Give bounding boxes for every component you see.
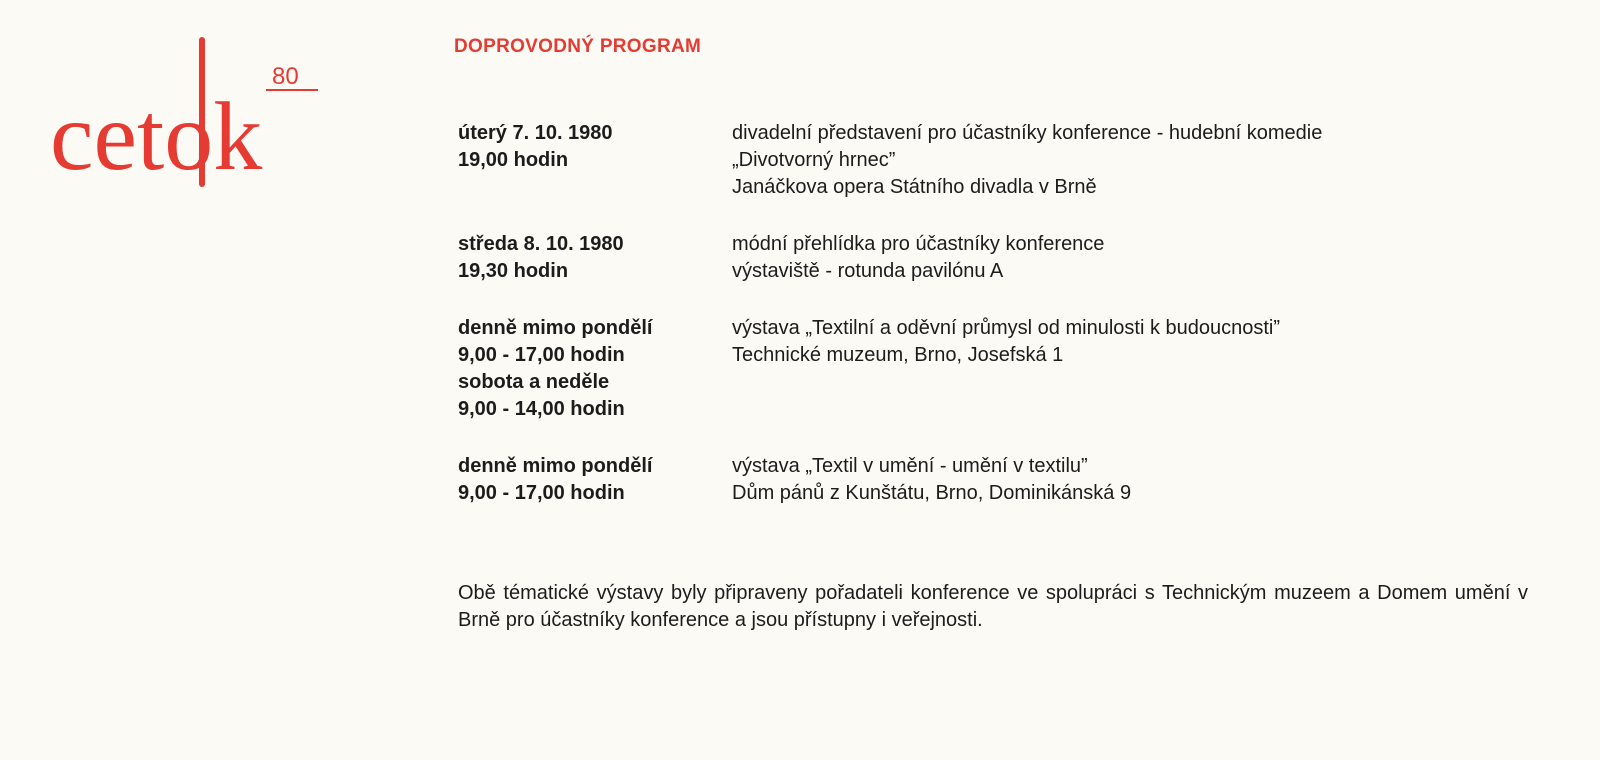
page-heading: DOPROVODNÝ PROGRAM	[454, 36, 702, 57]
event-hours: 9,00 - 17,00 hodin	[458, 344, 625, 366]
event-details	[732, 120, 1538, 201]
program-schedule	[458, 120, 1538, 537]
event-title: „Divotvorný hrnec”	[732, 149, 896, 171]
event-venue: výstaviště - rotunda pavilónu A	[732, 260, 1004, 282]
event-theatre	[458, 120, 1538, 201]
event-description: divadelní představení pro účastníky konference - hudební komedie	[732, 122, 1323, 144]
event-textile-art-exhibition	[458, 453, 1538, 507]
event-when	[458, 120, 732, 201]
event-days: denně mimo pondělí	[458, 455, 653, 477]
event-description: výstava „Textilní a oděvní průmysl od minulosti k budoucnosti”	[732, 317, 1281, 339]
event-textile-industry-exhibition	[458, 315, 1538, 423]
event-description: výstava „Textil v umění - umění v textilu”	[732, 455, 1088, 477]
event-weekend-hours: 9,00 - 14,00 hodin	[458, 398, 625, 420]
event-date: středa 8. 10. 1980	[458, 233, 624, 255]
closing-note: Obě tématické výstavy byly připraveny pořadateli konference ve spolupráci s Technickým muzeem a Domem umění v Brně pro účastníky konference a jsou přístupny i veřejnosti.	[458, 582, 1528, 631]
event-days: denně mimo pondělí	[458, 317, 653, 339]
event-venue: Technické muzeum, Brno, Josefská 1	[732, 344, 1064, 366]
event-date: úterý 7. 10. 1980	[458, 122, 613, 144]
event-details	[732, 453, 1538, 507]
event-when	[458, 453, 732, 507]
event-fashion-show	[458, 231, 1538, 285]
event-time: 19,00 hodin	[458, 149, 569, 171]
event-time: 19,30 hodin	[458, 260, 569, 282]
logo-wordmark: cetok	[50, 83, 263, 191]
event-weekend-days: sobota a neděle	[458, 371, 610, 393]
event-when	[458, 231, 732, 285]
event-when	[458, 315, 732, 423]
cetok-80-logo	[50, 34, 380, 204]
event-venue: Janáčkova opera Státního divadla v Brně	[732, 176, 1097, 198]
event-details	[732, 315, 1538, 423]
event-details	[732, 231, 1538, 285]
cetok-logo-graphic	[50, 34, 380, 204]
event-description: módní přehlídka pro účastníky konference	[732, 233, 1105, 255]
event-hours: 9,00 - 17,00 hodin	[458, 482, 625, 504]
event-venue: Dům pánů z Kunštátu, Brno, Dominikánská 9	[732, 482, 1132, 504]
logo-year-superscript: 80	[272, 63, 299, 90]
